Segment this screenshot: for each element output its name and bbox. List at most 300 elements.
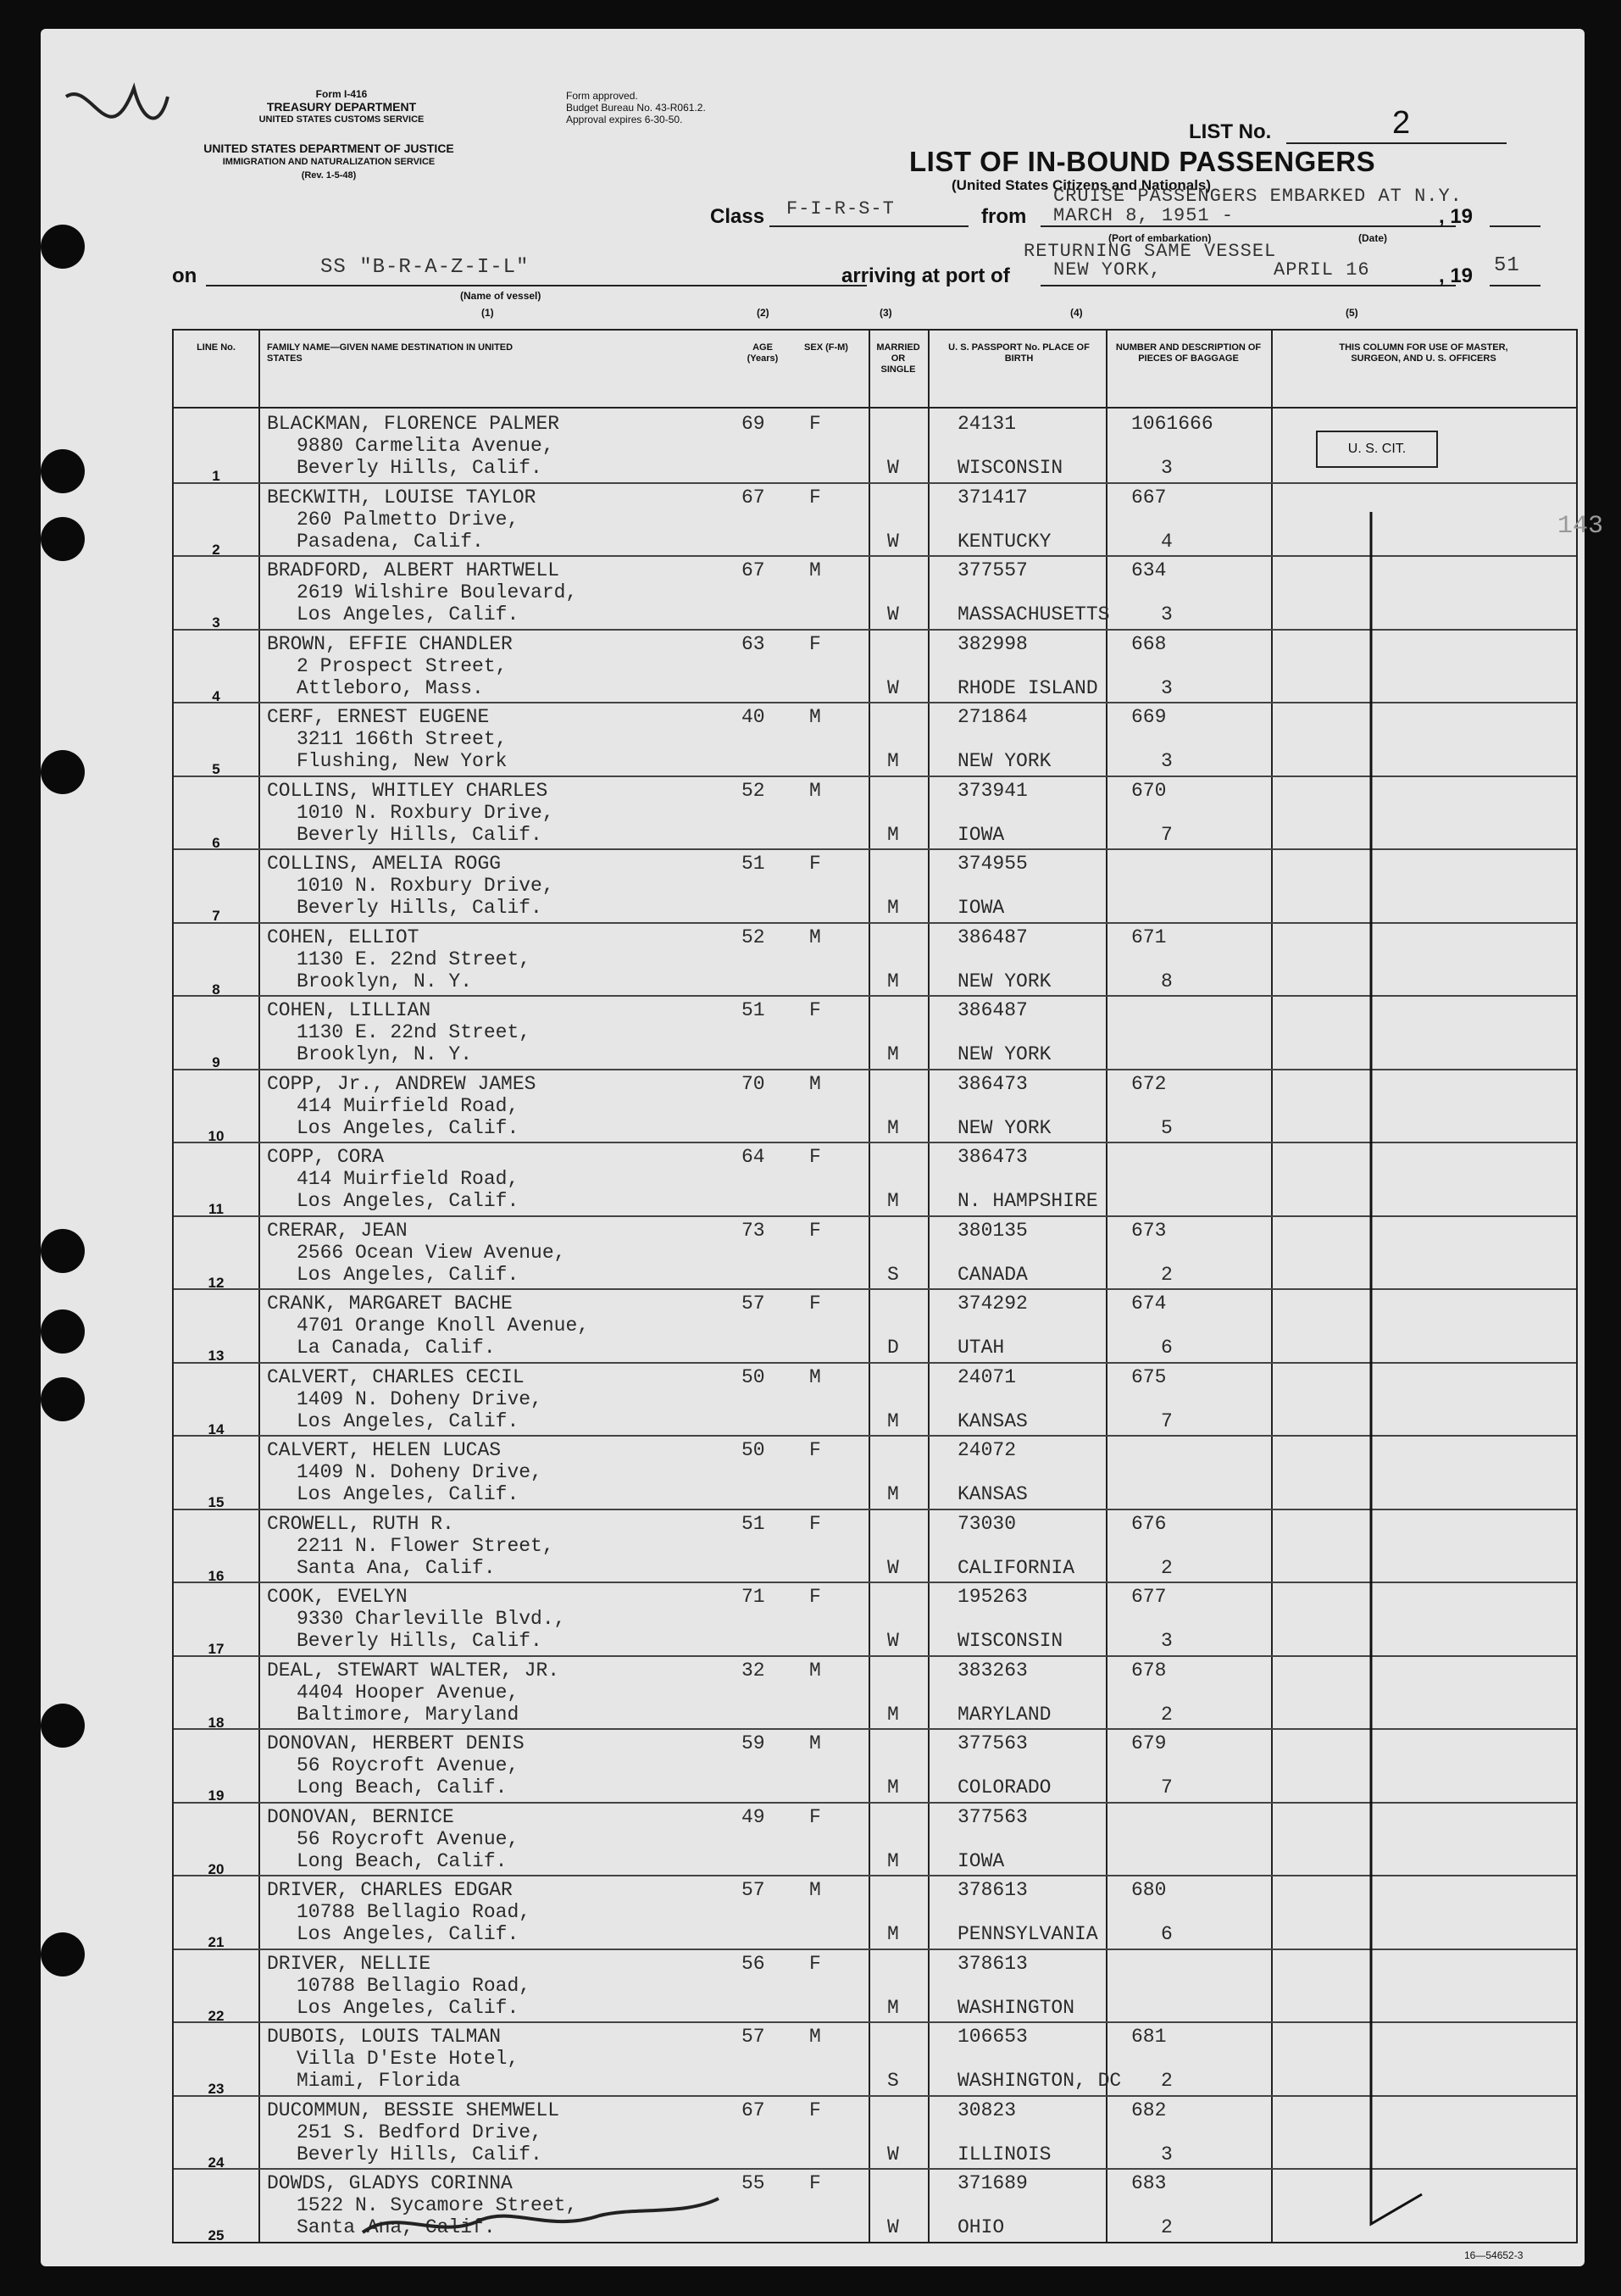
row-married: M bbox=[887, 970, 899, 992]
row-birthplace: UTAH bbox=[958, 1337, 1005, 1359]
vessel-caption: (Name of vessel) bbox=[460, 290, 541, 302]
row-address-2: Santa Ana, Calif. bbox=[297, 1556, 496, 1579]
row-passport: 386487 bbox=[958, 999, 1028, 1021]
row-age: 51 bbox=[741, 853, 765, 875]
corner-mark bbox=[66, 88, 168, 118]
row-name: COHEN, LILLIAN bbox=[267, 999, 431, 1021]
row-age: 55 bbox=[741, 2172, 765, 2194]
from-label: from bbox=[981, 205, 1027, 228]
binder-hole bbox=[41, 225, 85, 269]
row-passport: 373941 bbox=[958, 779, 1028, 802]
row-line-number: 6 bbox=[212, 834, 220, 851]
row-baggage-number: 676 bbox=[1131, 1512, 1167, 1535]
row-name: BROWN, EFFIE CHANDLER bbox=[267, 632, 513, 655]
year-label-2: , 19 bbox=[1439, 264, 1474, 287]
row-passport: 377563 bbox=[958, 1732, 1028, 1754]
row-passport: 24071 bbox=[958, 1365, 1017, 1388]
row-married: W bbox=[887, 1630, 899, 1652]
row-birthplace: N. HAMPSHIRE bbox=[958, 1190, 1098, 1212]
row-baggage-number: 679 bbox=[1131, 1732, 1167, 1754]
row-address-2: Los Angeles, Calif. bbox=[297, 1483, 519, 1505]
row-address-1: 56 Roycroft Avenue, bbox=[297, 1754, 519, 1776]
row-age: 52 bbox=[741, 779, 765, 802]
row-age: 49 bbox=[741, 1805, 765, 1828]
citizen-stamp: U. S. CIT. bbox=[1316, 431, 1438, 468]
row-name: DOWDS, GLADYS CORINNA bbox=[267, 2172, 513, 2194]
column-header-name: FAMILY NAME—GIVEN NAME DESTINATION IN UNITED STATES bbox=[267, 342, 514, 364]
row-birthplace: WASHINGTON bbox=[958, 1996, 1075, 2019]
row-baggage-count: 3 bbox=[1161, 750, 1173, 772]
row-name: COHEN, ELLIOT bbox=[267, 926, 419, 948]
row-address-1: 414 Muirfield Road, bbox=[297, 1168, 519, 1190]
row-name: DRIVER, CHARLES EDGAR bbox=[267, 1879, 513, 1901]
row-sex: F bbox=[809, 2099, 821, 2121]
row-passport: 371417 bbox=[958, 486, 1028, 509]
row-address-1: 1522 N. Sycamore Street, bbox=[297, 2194, 578, 2216]
arrival-year: 51 bbox=[1494, 254, 1520, 277]
row-passport: 73030 bbox=[958, 1512, 1017, 1535]
row-birthplace: CALIFORNIA bbox=[958, 1556, 1075, 1579]
row-line-number: 17 bbox=[208, 1641, 225, 1657]
row-baggage-number: 671 bbox=[1131, 926, 1167, 948]
row-name: DUBOIS, LOUIS TALMAN bbox=[267, 2026, 502, 2048]
row-address-2: Los Angeles, Calif. bbox=[297, 603, 519, 625]
column-header-passport: U. S. PASSPORT No. PLACE OF BIRTH bbox=[948, 342, 1090, 364]
row-age: 57 bbox=[741, 1293, 765, 1315]
binder-hole bbox=[41, 1229, 85, 1273]
row-address-2: Beverly Hills, Calif. bbox=[297, 1630, 542, 1652]
row-line-number: 21 bbox=[208, 1934, 225, 1950]
row-baggage-number: 673 bbox=[1131, 1219, 1167, 1242]
row-line-number: 15 bbox=[208, 1494, 225, 1510]
row-address-2: Long Beach, Calif. bbox=[297, 1849, 508, 1872]
row-address-1: 1409 N. Doheny Drive, bbox=[297, 1387, 542, 1410]
row-address-1: Villa D'Este Hotel, bbox=[297, 2048, 519, 2070]
row-name: COOK, EVELYN bbox=[267, 1586, 408, 1608]
row-age: 67 bbox=[741, 2099, 765, 2121]
row-line-number: 23 bbox=[208, 2081, 225, 2097]
row-married: W bbox=[887, 2143, 899, 2165]
row-baggage-number: 683 bbox=[1131, 2172, 1167, 2194]
row-age: 50 bbox=[741, 1365, 765, 1388]
row-baggage-count: 2 bbox=[1161, 2070, 1173, 2092]
row-birthplace: OHIO bbox=[958, 2216, 1005, 2238]
row-passport: 374955 bbox=[958, 853, 1028, 875]
row-baggage-count: 8 bbox=[1161, 970, 1173, 992]
row-married: D bbox=[887, 1337, 899, 1359]
row-birthplace: IOWA bbox=[958, 1849, 1005, 1872]
row-passport: 386473 bbox=[958, 1072, 1028, 1095]
row-passport: 380135 bbox=[958, 1219, 1028, 1242]
row-married: S bbox=[887, 1263, 899, 1286]
row-sex: F bbox=[809, 1293, 821, 1315]
row-sex: F bbox=[809, 853, 821, 875]
row-baggage-number: 675 bbox=[1131, 1365, 1167, 1388]
row-address-2: Beverly Hills, Calif. bbox=[297, 823, 542, 846]
row-sex: F bbox=[809, 1805, 821, 1828]
row-age: 50 bbox=[741, 1439, 765, 1461]
row-sex: M bbox=[809, 779, 821, 802]
row-sex: M bbox=[809, 926, 821, 948]
row-line-number: 7 bbox=[212, 908, 220, 924]
row-married: M bbox=[887, 1190, 899, 1212]
row-address-2: Los Angeles, Calif. bbox=[297, 1263, 519, 1286]
row-passport: 374292 bbox=[958, 1293, 1028, 1315]
row-address-2: Beverly Hills, Calif. bbox=[297, 457, 542, 479]
row-passport: 271864 bbox=[958, 706, 1028, 728]
row-name: CRERAR, JEAN bbox=[267, 1219, 408, 1242]
row-name: DUCOMMUN, BESSIE SHEMWELL bbox=[267, 2099, 560, 2121]
row-married: M bbox=[887, 1923, 899, 1945]
row-passport: 383263 bbox=[958, 1659, 1028, 1682]
row-address-1: 1010 N. Roxbury Drive, bbox=[297, 801, 554, 824]
row-age: 59 bbox=[741, 1732, 765, 1754]
row-passport: 371689 bbox=[958, 2172, 1028, 2194]
row-line-number: 16 bbox=[208, 1567, 225, 1584]
row-sex: F bbox=[809, 999, 821, 1021]
justice-line-2: IMMIGRATION AND NATURALIZATION SERVICE bbox=[222, 157, 436, 167]
row-line-number: 14 bbox=[208, 1420, 225, 1437]
row-address-2: Los Angeles, Calif. bbox=[297, 1996, 519, 2019]
row-married: W bbox=[887, 603, 899, 625]
row-birthplace: WASHINGTON, DC bbox=[958, 2070, 1122, 2092]
row-line-number: 8 bbox=[212, 981, 220, 998]
row-baggage-count: 3 bbox=[1161, 457, 1173, 479]
row-address-2: Los Angeles, Calif. bbox=[297, 1409, 519, 1432]
column-header-line-no: LINE No. bbox=[197, 342, 236, 353]
row-baggage-number: 670 bbox=[1131, 779, 1167, 802]
row-birthplace: KENTUCKY bbox=[958, 530, 1052, 553]
row-passport: 24072 bbox=[958, 1439, 1017, 1461]
row-address-1: 1130 E. 22nd Street, bbox=[297, 948, 531, 970]
signature-mark bbox=[363, 2199, 719, 2232]
row-baggage-number: 1061666 bbox=[1131, 413, 1213, 435]
row-address-2: Los Angeles, Calif. bbox=[297, 1190, 519, 1212]
revision: (Rev. 1-5-48) bbox=[301, 170, 357, 181]
row-sex: F bbox=[809, 413, 821, 435]
row-married: M bbox=[887, 1483, 899, 1505]
row-address-2: Los Angeles, Calif. bbox=[297, 1116, 519, 1139]
row-sex: F bbox=[809, 1586, 821, 1608]
row-name: COLLINS, WHITLEY CHARLES bbox=[267, 779, 548, 802]
row-sex: M bbox=[809, 1659, 821, 1682]
row-age: 67 bbox=[741, 486, 765, 509]
row-married: W bbox=[887, 2216, 899, 2238]
row-age: 71 bbox=[741, 1586, 765, 1608]
row-sex: F bbox=[809, 632, 821, 655]
row-passport: 386487 bbox=[958, 926, 1028, 948]
col-num-1: (1) bbox=[481, 307, 494, 319]
row-married: M bbox=[887, 823, 899, 846]
row-baggage-count: 3 bbox=[1161, 1630, 1173, 1652]
binder-hole bbox=[41, 1309, 85, 1354]
row-birthplace: WISCONSIN bbox=[958, 1630, 1063, 1652]
row-baggage-count: 2 bbox=[1161, 1556, 1173, 1579]
row-line-number: 4 bbox=[212, 687, 220, 704]
col-num-3: (3) bbox=[880, 307, 892, 319]
row-birthplace: CANADA bbox=[958, 1263, 1028, 1286]
row-baggage-number: 682 bbox=[1131, 2099, 1167, 2121]
row-passport: 195263 bbox=[958, 1586, 1028, 1608]
vessel-name: SS "B-R-A-Z-I-L" bbox=[320, 256, 530, 279]
row-line-number: 11 bbox=[208, 1201, 224, 1217]
row-baggage-count: 2 bbox=[1161, 1703, 1173, 1726]
row-address-1: 1010 N. Roxbury Drive, bbox=[297, 875, 554, 897]
row-name: BECKWITH, LOUISE TAYLOR bbox=[267, 486, 536, 509]
approval-line-1: Form approved. bbox=[566, 90, 638, 102]
row-married: M bbox=[887, 1116, 899, 1139]
row-birthplace: MARYLAND bbox=[958, 1703, 1052, 1726]
row-address-2: Attleboro, Mass. bbox=[297, 676, 484, 699]
row-name: BRADFORD, ALBERT HARTWELL bbox=[267, 559, 560, 581]
list-number-label: LIST No. bbox=[1189, 120, 1272, 143]
row-age: 69 bbox=[741, 413, 765, 435]
row-address-1: 10788 Bellagio Road, bbox=[297, 1974, 531, 1997]
row-name: BLACKMAN, FLORENCE PALMER bbox=[267, 413, 560, 435]
column-header-officers: THIS COLUMN FOR USE OF MASTER, SURGEON, AND U. S. OFFICERS bbox=[1339, 342, 1508, 364]
row-baggage-count: 4 bbox=[1161, 530, 1173, 553]
on-label: on bbox=[172, 264, 197, 287]
row-address-1: 56 Roycroft Avenue, bbox=[297, 1827, 519, 1850]
footer-code: 16—54652-3 bbox=[1464, 2249, 1524, 2261]
row-passport: 106653 bbox=[958, 2026, 1028, 2048]
row-sex: F bbox=[809, 1512, 821, 1535]
row-name: DONOVAN, BERNICE bbox=[267, 1805, 454, 1828]
row-address-2: Baltimore, Maryland bbox=[297, 1703, 519, 1726]
row-birthplace: RHODE ISLAND bbox=[958, 676, 1098, 699]
row-age: 64 bbox=[741, 1146, 765, 1168]
row-name: CERF, ERNEST EUGENE bbox=[267, 706, 490, 728]
row-address-2: Long Beach, Calif. bbox=[297, 1776, 508, 1798]
row-baggage-count: 2 bbox=[1161, 2216, 1173, 2238]
row-passport: 377557 bbox=[958, 559, 1028, 581]
row-line-number: 18 bbox=[208, 1714, 225, 1731]
row-age: 67 bbox=[741, 559, 765, 581]
page-subtitle: (United States Citizens and Nationals) bbox=[952, 177, 1212, 193]
binder-hole bbox=[41, 1377, 85, 1421]
department-name: TREASURY DEPARTMENT bbox=[266, 100, 417, 114]
row-married: M bbox=[887, 1703, 899, 1726]
row-age: 73 bbox=[741, 1219, 765, 1242]
row-birthplace: NEW YORK bbox=[958, 1116, 1052, 1139]
row-address-2: Brooklyn, N. Y. bbox=[297, 1043, 473, 1065]
row-address-1: 260 Palmetto Drive, bbox=[297, 508, 519, 531]
row-age: 63 bbox=[741, 632, 765, 655]
officer-bracket-mark bbox=[1371, 512, 1422, 2224]
list-number-value: 2 bbox=[1392, 105, 1411, 141]
row-passport: 30823 bbox=[958, 2099, 1017, 2121]
row-address-2: Flushing, New York bbox=[297, 750, 508, 772]
row-baggage-number: 677 bbox=[1131, 1586, 1167, 1608]
row-birthplace: COLORADO bbox=[958, 1776, 1052, 1798]
handwritten-marks bbox=[41, 29, 1585, 2266]
row-address-1: 2619 Wilshire Boulevard, bbox=[297, 581, 578, 603]
row-line-number: 10 bbox=[208, 1127, 225, 1144]
row-sex: F bbox=[809, 1146, 821, 1168]
row-line-number: 13 bbox=[208, 1348, 225, 1364]
arrival-port: NEW YORK, bbox=[1053, 259, 1162, 281]
row-address-1: 2566 Ocean View Avenue, bbox=[297, 1241, 566, 1264]
row-passport: 24131 bbox=[958, 413, 1017, 435]
row-baggage-number: 634 bbox=[1131, 559, 1167, 581]
row-married: W bbox=[887, 457, 899, 479]
row-line-number: 2 bbox=[212, 541, 220, 558]
row-baggage-count: 7 bbox=[1161, 1409, 1173, 1432]
row-line-number: 19 bbox=[208, 1787, 225, 1804]
row-address-1: 4701 Orange Knoll Avenue, bbox=[297, 1315, 590, 1337]
row-sex: M bbox=[809, 559, 821, 581]
row-birthplace: KANSAS bbox=[958, 1409, 1028, 1432]
arrival-date: APRIL 16 bbox=[1274, 259, 1370, 281]
row-age: 51 bbox=[741, 1512, 765, 1535]
row-passport: 377563 bbox=[958, 1805, 1028, 1828]
row-age: 32 bbox=[741, 1659, 765, 1682]
row-married: W bbox=[887, 530, 899, 553]
row-address-2: Miami, Florida bbox=[297, 2070, 461, 2092]
row-birthplace: PENNSYLVANIA bbox=[958, 1923, 1098, 1945]
row-line-number: 22 bbox=[208, 2007, 225, 2024]
row-baggage-count: 5 bbox=[1161, 1116, 1173, 1139]
row-sex: M bbox=[809, 1072, 821, 1095]
row-married: M bbox=[887, 1996, 899, 2019]
row-sex: F bbox=[809, 1439, 821, 1461]
row-baggage-count: 2 bbox=[1161, 1263, 1173, 1286]
row-address-1: 9880 Carmelita Avenue, bbox=[297, 435, 554, 457]
row-married: S bbox=[887, 2070, 899, 2092]
row-address-2: Los Angeles, Calif. bbox=[297, 1923, 519, 1945]
row-sex: F bbox=[809, 1952, 821, 1975]
class-value: F-I-R-S-T bbox=[786, 198, 895, 220]
row-name: CRANK, MARGARET BACHE bbox=[267, 1293, 513, 1315]
row-married: M bbox=[887, 1849, 899, 1872]
row-birthplace: NEW YORK bbox=[958, 1043, 1052, 1065]
row-married: W bbox=[887, 676, 899, 699]
row-baggage-number: 674 bbox=[1131, 1293, 1167, 1315]
row-age: 57 bbox=[741, 1879, 765, 1901]
column-header-age: AGE (Years) bbox=[747, 342, 779, 364]
stamp-note: 143 bbox=[1557, 512, 1604, 541]
row-baggage-number: 669 bbox=[1131, 706, 1167, 728]
row-name: CALVERT, CHARLES CECIL bbox=[267, 1365, 525, 1388]
row-name: DONOVAN, HERBERT DENIS bbox=[267, 1732, 525, 1754]
column-header-baggage: NUMBER AND DESCRIPTION OF PIECES OF BAGGAGE bbox=[1115, 342, 1262, 364]
row-address-1: 10788 Bellagio Road, bbox=[297, 1901, 531, 1923]
row-line-number: 3 bbox=[212, 614, 220, 631]
column-header-sex: SEX (F-M) bbox=[804, 342, 848, 353]
row-address-1: 1130 E. 22nd Street, bbox=[297, 1021, 531, 1043]
embarkation-line-1: CRUISE PASSENGERS EMBARKED AT N.Y. bbox=[1053, 186, 1463, 207]
date-caption: (Date) bbox=[1358, 232, 1388, 244]
row-baggage-count: 6 bbox=[1161, 1337, 1173, 1359]
document-page bbox=[41, 29, 1604, 2266]
year-label-1: , 19 bbox=[1439, 205, 1474, 228]
row-line-number: 9 bbox=[212, 1054, 220, 1070]
row-line-number: 25 bbox=[208, 2227, 225, 2243]
row-married: M bbox=[887, 1776, 899, 1798]
binder-hole bbox=[41, 1932, 85, 1976]
row-age: 56 bbox=[741, 1952, 765, 1975]
row-address-1: 9330 Charleville Blvd., bbox=[297, 1608, 566, 1630]
row-sex: M bbox=[809, 1732, 821, 1754]
row-birthplace: KANSAS bbox=[958, 1483, 1028, 1505]
row-birthplace: IOWA bbox=[958, 897, 1005, 919]
row-sex: F bbox=[809, 2172, 821, 2194]
column-header-married: MARRIED OR SINGLE bbox=[876, 342, 920, 375]
row-sex: M bbox=[809, 706, 821, 728]
row-married: M bbox=[887, 1043, 899, 1065]
row-age: 57 bbox=[741, 2026, 765, 2048]
binder-hole bbox=[41, 1704, 85, 1748]
row-birthplace: IOWA bbox=[958, 823, 1005, 846]
row-birthplace: NEW YORK bbox=[958, 750, 1052, 772]
row-married: M bbox=[887, 750, 899, 772]
binder-hole bbox=[41, 517, 85, 561]
row-baggage-count: 6 bbox=[1161, 1923, 1173, 1945]
form-number: Form I-416 bbox=[315, 88, 368, 100]
row-name: COPP, CORA bbox=[267, 1146, 385, 1168]
page-title: LIST OF IN-BOUND PASSENGERS bbox=[909, 146, 1376, 177]
row-passport: 386473 bbox=[958, 1146, 1028, 1168]
row-baggage-count: 3 bbox=[1161, 2143, 1173, 2165]
row-married: M bbox=[887, 1409, 899, 1432]
row-baggage-number: 678 bbox=[1131, 1659, 1167, 1682]
col-num-2: (2) bbox=[757, 307, 769, 319]
row-name: CALVERT, HELEN LUCAS bbox=[267, 1439, 502, 1461]
row-married: M bbox=[887, 897, 899, 919]
row-baggage-count: 3 bbox=[1161, 603, 1173, 625]
row-address-2: Santa Ana, Calif. bbox=[297, 2216, 496, 2238]
row-sex: M bbox=[809, 1879, 821, 1901]
row-sex: M bbox=[809, 2026, 821, 2048]
row-birthplace: NEW YORK bbox=[958, 970, 1052, 992]
row-address-2: Brooklyn, N. Y. bbox=[297, 970, 473, 992]
embarkation-line-2: MARCH 8, 1951 - bbox=[1053, 205, 1235, 226]
row-address-2: La Canada, Calif. bbox=[297, 1337, 496, 1359]
row-age: 52 bbox=[741, 926, 765, 948]
row-birthplace: MASSACHUSETTS bbox=[958, 603, 1110, 625]
binder-hole bbox=[41, 750, 85, 794]
row-address-2: Beverly Hills, Calif. bbox=[297, 2143, 542, 2165]
row-baggage-count: 7 bbox=[1161, 823, 1173, 846]
approval-line-3: Approval expires 6-30-50. bbox=[566, 114, 683, 125]
col-num-5: (5) bbox=[1346, 307, 1358, 319]
row-passport: 378613 bbox=[958, 1952, 1028, 1975]
row-baggage-number: 668 bbox=[1131, 632, 1167, 655]
row-line-number: 20 bbox=[208, 1860, 225, 1877]
row-line-number: 24 bbox=[208, 2154, 225, 2171]
row-name: DEAL, STEWART WALTER, JR. bbox=[267, 1659, 560, 1682]
row-baggage-count: 7 bbox=[1161, 1776, 1173, 1798]
row-address-2: Beverly Hills, Calif. bbox=[297, 897, 542, 919]
row-address-1: 2211 N. Flower Street, bbox=[297, 1534, 554, 1557]
row-line-number: 12 bbox=[208, 1274, 225, 1291]
row-baggage-number: 680 bbox=[1131, 1879, 1167, 1901]
row-baggage-count: 3 bbox=[1161, 676, 1173, 699]
row-line-number: 1 bbox=[212, 468, 220, 484]
row-address-1: 4404 Hooper Avenue, bbox=[297, 1681, 519, 1704]
row-baggage-number: 672 bbox=[1131, 1072, 1167, 1095]
row-address-1: 414 Muirfield Road, bbox=[297, 1094, 519, 1117]
arrival-note: RETURNING SAME VESSEL bbox=[1024, 241, 1277, 262]
justice-line-1: UNITED STATES DEPARTMENT OF JUSTICE bbox=[203, 142, 454, 155]
row-birthplace: WISCONSIN bbox=[958, 457, 1063, 479]
row-married: W bbox=[887, 1556, 899, 1579]
row-age: 40 bbox=[741, 706, 765, 728]
row-passport: 378613 bbox=[958, 1879, 1028, 1901]
col-num-4: (4) bbox=[1070, 307, 1083, 319]
row-address-1: 3211 166th Street, bbox=[297, 728, 508, 750]
arriving-label: arriving at port of bbox=[841, 264, 1010, 287]
